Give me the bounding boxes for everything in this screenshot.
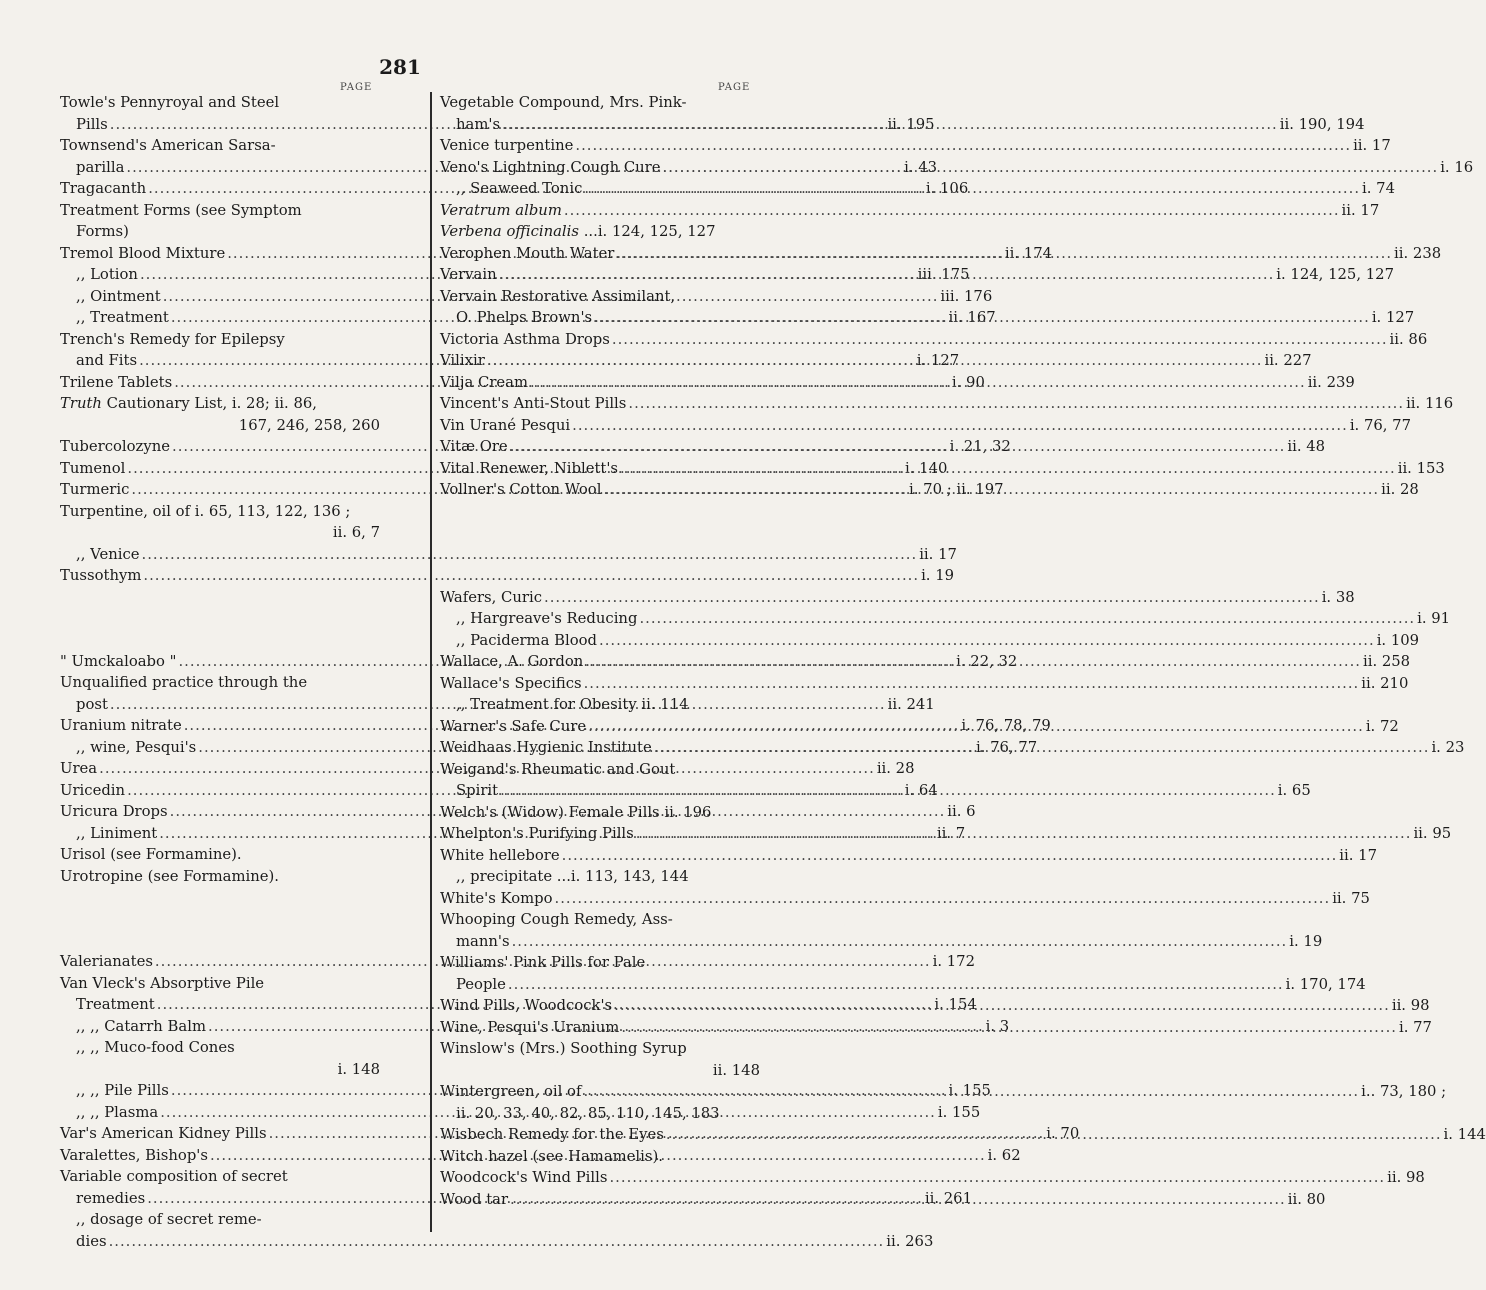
- italic-term: Truth: [60, 395, 102, 412]
- entry-text: Spirit: [456, 782, 499, 799]
- page-reference: ii. 190, 194: [1279, 115, 1365, 133]
- page-reference: ii. 6: [947, 803, 976, 820]
- entry-text: ,, Liniment: [76, 824, 158, 842]
- leader-dots: [612, 329, 1388, 351]
- page-reference: ii. 195: [887, 115, 935, 133]
- leader-dots: [584, 673, 1360, 695]
- page-reference: ii. 17: [919, 545, 957, 563]
- page-reference: i. 19: [1289, 932, 1323, 950]
- section-gap: [60, 887, 380, 951]
- index-line: Vervain Restorative Assimilant,: [440, 287, 676, 305]
- page-reference: ii. 153: [1397, 459, 1445, 477]
- page-reference: i. 77: [1399, 1018, 1432, 1036]
- page-reference: ii. 17: [1353, 137, 1391, 154]
- page-reference: i. 155: [937, 1103, 981, 1121]
- leader-dots: [614, 995, 1390, 1017]
- page-reference: ii. 174: [1004, 244, 1053, 262]
- entry-text: Uricedin: [60, 781, 126, 799]
- index-line: [60, 393, 380, 415]
- index-line: Unqualified practice through the: [60, 674, 308, 691]
- page-reference: i. 76, 78, 79: [961, 717, 1051, 734]
- index-line: ,, ,, Muco-food Cones: [76, 1039, 235, 1056]
- entry-text: remedies: [76, 1189, 146, 1207]
- entry-text: Uranium nitrate: [60, 717, 182, 734]
- leader-dots: [530, 372, 1306, 394]
- section-gap: [60, 587, 380, 651]
- leader-dots: [583, 1081, 1359, 1103]
- index-entry: [60, 565, 955, 587]
- leader-dots: [639, 608, 1415, 630]
- entry-text: O. Phelps Brown's: [456, 309, 593, 326]
- entry-text: Wood tar: [440, 1190, 509, 1208]
- entry-text: post: [76, 695, 108, 713]
- entry-text: Turmeric: [60, 481, 130, 498]
- index-line: ,, precipitate ...i. 113, 143, 144: [456, 868, 689, 885]
- entry-text: ,, Venice: [76, 545, 140, 563]
- index-entry: [440, 587, 1355, 609]
- page-reference: iii. 176: [940, 287, 993, 305]
- index-entry: [440, 845, 1377, 867]
- entry-text: Whelpton's Purifying Pills: [440, 825, 634, 842]
- page-reference: ii. 227: [1264, 352, 1312, 369]
- entry-text: Verophen Mouth Water: [440, 244, 615, 262]
- entry-text: dies: [76, 1232, 107, 1250]
- index-entry: [440, 329, 1428, 351]
- entry-text: Uricura Drops: [60, 803, 168, 820]
- entry-text: Vervain: [440, 266, 497, 283]
- entry-text: Wine, Pesqui's Uranium: [440, 1018, 620, 1036]
- page-reference: i. 3: [985, 1017, 1010, 1035]
- section-gap: [440, 501, 760, 587]
- index-line: Trench's Remedy for Epilepsy: [60, 330, 285, 348]
- leader-dots: [555, 888, 1331, 910]
- index-line: Forms): [76, 223, 129, 240]
- leader-dots: [510, 436, 1286, 458]
- column-divider: [430, 92, 432, 1232]
- leader-dots: [508, 974, 1284, 996]
- entry-text: ,, ,, Catarrh Balm: [76, 1017, 206, 1035]
- page-reference: i. 76, 77: [1349, 416, 1412, 434]
- page-reference: i. 38: [1321, 588, 1355, 606]
- page-reference: ii. 261: [924, 1189, 972, 1207]
- page-reference: i. 76, 77: [975, 738, 1038, 756]
- entry-text: Tussothym: [60, 567, 142, 584]
- leader-dots: [599, 630, 1375, 652]
- entry-text: ,, wine, Pesqui's: [76, 738, 197, 756]
- index-line: [440, 221, 760, 243]
- entry-text: Var's American Kidney Pills: [60, 1125, 267, 1142]
- entry-text: Vilixir: [440, 352, 485, 369]
- leader-dots: [500, 780, 1276, 802]
- entry-text: Wisbech Remedy for the Eyes: [440, 1126, 664, 1143]
- page-reference: i. 70: [1046, 1125, 1080, 1142]
- page-reference: ii. 80: [1287, 1190, 1326, 1208]
- page-reference: i. 154: [934, 996, 977, 1013]
- index-line: Welch's (Widow) Female Pills ii. 196: [440, 803, 712, 821]
- entry-text: mann's: [456, 932, 510, 950]
- page-reference: ii. 98: [1387, 1169, 1425, 1186]
- entry-text: Woodcock's Wind Pills: [440, 1169, 608, 1186]
- entry-text: parilla: [76, 158, 125, 176]
- entry-text: ,, ,, Plasma: [76, 1103, 159, 1121]
- entry-text: Veratrum album: [440, 201, 562, 219]
- entry-text: Wallace's Specifics: [440, 674, 582, 692]
- leader-dots: [594, 307, 1370, 329]
- leader-dots: [512, 931, 1288, 953]
- index-line: Variable composition of secret: [60, 1168, 288, 1185]
- index-entry: [440, 415, 1412, 437]
- leader-dots: [584, 178, 1360, 200]
- page-reference: i. 23: [1431, 739, 1465, 756]
- leader-dots: [544, 587, 1320, 609]
- index-entry: [440, 673, 1409, 695]
- entry-text: Pills: [76, 115, 108, 133]
- entry-text: Wafers, Curic: [440, 588, 542, 606]
- leader-dots: [636, 823, 1412, 845]
- leader-dots: [109, 1231, 885, 1253]
- entry-text: Varalettes, Bishop's: [60, 1146, 208, 1164]
- leader-dots: [575, 135, 1351, 157]
- index-entry: [440, 931, 1323, 953]
- entry-text: Valerianates: [60, 953, 153, 970]
- index-entry: [440, 393, 1454, 415]
- entry-text: ,, ,, Pile Pills: [76, 1082, 169, 1099]
- entry-text: White's Kompo: [440, 889, 553, 907]
- page-reference: ii. 17: [1339, 846, 1377, 864]
- leader-dots: [603, 479, 1379, 501]
- entry-text: ham's: [456, 115, 501, 133]
- page-reference: i. 72: [1365, 717, 1399, 735]
- leader-dots: [499, 264, 1275, 286]
- page-reference: i. 43: [904, 158, 938, 176]
- page-reference: i.. 73, 180 ;: [1361, 1083, 1447, 1100]
- index-line: Treatment Forms (see Symptom: [60, 201, 302, 219]
- page-reference: ii. 17: [1341, 201, 1380, 219]
- leader-dots: [588, 716, 1364, 738]
- page-reference: ii. 28: [876, 760, 915, 777]
- page-reference: ii. 263: [886, 1232, 934, 1250]
- entry-text: Vollner's Cotton Wool: [440, 481, 602, 498]
- entry-text: ,, Lotion: [76, 266, 138, 283]
- entry-text: Tragacanth: [60, 180, 147, 197]
- index-line: Turpentine, oil of i. 65, 113, 122, 136 ;: [60, 502, 351, 520]
- index-entry: [440, 630, 1420, 652]
- page-reference: ii. 28: [1381, 481, 1419, 498]
- index-line: Winslow's (Mrs.) Soothing Syrup: [440, 1040, 687, 1057]
- entry-text: White hellebore: [440, 846, 560, 864]
- index-entry: [440, 1167, 1425, 1189]
- entry-text: Veno's Lightning Cough Cure: [440, 158, 661, 176]
- index-line: ,, dosage of secret reme-: [76, 1211, 262, 1228]
- leader-dots: [502, 114, 1278, 136]
- page-reference: i. 19: [921, 567, 955, 584]
- index-line: ii. 148: [712, 1061, 760, 1079]
- page-reference: i. 144: [1443, 1126, 1486, 1143]
- entry-text: ,, Ointment: [76, 287, 161, 305]
- page-reference: i. 16: [1440, 158, 1474, 176]
- index-line: Whooping Cough Remedy, Ass-: [440, 911, 673, 928]
- entry-text: and Fits: [76, 352, 138, 369]
- index-entry: [60, 544, 957, 566]
- page-reference: ii. 116: [1406, 395, 1454, 412]
- page-reference: i. 22, 32: [956, 652, 1018, 670]
- page-reference: ii. 239: [1307, 373, 1355, 391]
- index-entry: [440, 608, 1451, 630]
- page-reference: i. 62: [987, 1146, 1021, 1164]
- index-entry: [60, 1231, 934, 1253]
- leader-dots: [616, 243, 1392, 265]
- entry-rest: Cautionary List, i. 28; ii. 86,: [101, 395, 317, 412]
- leader-dots: [654, 737, 1430, 759]
- page-reference: ii. 238: [1394, 244, 1442, 262]
- entry-text: Vital Renewer, Niblett's: [440, 459, 619, 477]
- index-line: ,, Treatment for Obesity ii. 114: [456, 696, 689, 713]
- entry-text: Vilja Cream: [440, 373, 529, 391]
- right-column-header: PAGE: [718, 82, 751, 93]
- entry-text: ,, Seaweed Tonic: [456, 180, 583, 197]
- leader-dots: [663, 157, 1439, 179]
- page-reference: i. 127: [1371, 309, 1415, 326]
- page-reference: i. 106: [925, 180, 969, 197]
- page-reference: i. 140: [905, 459, 948, 477]
- page-reference: i. 65: [1277, 782, 1311, 799]
- index-line: ii. 6, 7: [332, 524, 380, 541]
- index-entry: [440, 135, 1391, 157]
- leader-dots: [572, 415, 1348, 437]
- entry-text: Vin Urané Pesqui: [440, 416, 571, 434]
- entry-text: Victoria Asthma Drops: [440, 330, 610, 348]
- page-reference: ii. 241: [887, 695, 935, 713]
- entry-text: ,, Treatment: [76, 309, 169, 326]
- entry-text: Wind Pills, Woodcock's: [440, 997, 613, 1014]
- index-entry: [440, 200, 1380, 222]
- page-reference: ii. 210: [1361, 674, 1409, 692]
- page-reference: ii. 75: [1332, 889, 1370, 907]
- entry-text: Tubercolozyne: [60, 438, 170, 455]
- page-reference: ii. 95: [1413, 825, 1452, 842]
- page-reference: ii. 98: [1391, 997, 1430, 1014]
- leader-dots: [609, 1167, 1385, 1189]
- entry-text: " Umckaloabo ": [60, 652, 177, 670]
- page-reference: i. 91: [1417, 610, 1451, 627]
- entry-text: Tremol Blood Mixture: [60, 244, 226, 262]
- entry-text: Treatment: [76, 996, 155, 1013]
- entry-text: Vincent's Anti-Stout Pills: [440, 395, 627, 412]
- entry-text: Weidhaas Hygienic Institute: [440, 739, 652, 756]
- left-column-header: PAGE: [340, 82, 373, 93]
- index-line: Van Vleck's Absorptive Pile: [60, 974, 265, 992]
- entry-text: Trilene Tablets: [60, 373, 173, 391]
- index-line: i. 148: [337, 1060, 380, 1078]
- entry-text: Warner's Safe Cure: [440, 717, 587, 735]
- page-reference: i. 74: [1362, 180, 1396, 197]
- page-reference: ii. 86: [1389, 330, 1428, 348]
- entry-text: Urea: [60, 760, 98, 777]
- page-reference: i. 172: [932, 953, 975, 970]
- page-reference: ii. 167: [948, 309, 996, 326]
- entry-text: Vitæ Ore: [440, 438, 508, 455]
- index-line: Vegetable Compound, Mrs. Pink-: [440, 94, 687, 111]
- index-line: 167, 246, 258, 260: [238, 416, 380, 434]
- page-reference: i. 64: [904, 781, 938, 799]
- index-entry: [440, 974, 1366, 996]
- italic-term: Verbena officinalis: [440, 223, 579, 240]
- index-line: Towle's Pennyroyal and Steel: [60, 94, 280, 111]
- entry-text: Venice turpentine: [440, 137, 574, 154]
- page-reference: i. 127: [916, 352, 960, 369]
- index-line: Urisol (see Formamine).: [60, 846, 242, 863]
- leader-dots: [666, 1124, 1442, 1146]
- page-reference: ii. 258: [1362, 653, 1411, 670]
- entry-text: Tumenol: [60, 459, 126, 477]
- index-line: ii. 20, 33, 40, 82, 85, 110, 145, 183: [456, 1104, 720, 1122]
- index-line: Williams' Pink Pills for Pale: [440, 954, 646, 971]
- page-reference: iii. 175: [917, 266, 970, 283]
- page-number: 281: [379, 55, 421, 79]
- entry-text: ,, Paciderma Blood: [456, 631, 597, 649]
- entry-text: Wallace, A. Gordon: [440, 653, 584, 670]
- page-reference: i. 70 ; ii. 197: [909, 481, 1004, 498]
- leader-dots: [510, 1189, 1286, 1211]
- page-reference: i. 21, 32: [949, 438, 1011, 455]
- leader-dots: [585, 651, 1361, 673]
- page-reference: ...i. 124, 125, 127: [579, 223, 716, 240]
- page-reference: ii. 7: [936, 824, 966, 842]
- leader-dots: [628, 393, 1404, 415]
- leader-dots: [562, 845, 1338, 867]
- index-line: Townsend's American Sarsa-: [60, 137, 276, 154]
- page-reference: i. 170, 174: [1285, 975, 1366, 993]
- entry-text: Wintergreen, oil of: [440, 1083, 582, 1100]
- entry-text: People: [456, 975, 506, 993]
- entry-text: ,, Hargreave's Reducing: [456, 610, 638, 627]
- page-reference: ii. 48: [1287, 438, 1326, 455]
- index-line: Witch hazel (see Hamamelis).: [440, 1147, 663, 1165]
- leader-dots: [564, 200, 1340, 222]
- index-line: Weigand's Rheumatic and Gout: [440, 760, 676, 778]
- page-reference: i. 155: [948, 1082, 991, 1099]
- leader-dots: [487, 350, 1263, 372]
- index-entry: [440, 888, 1370, 910]
- leader-dots: [621, 1017, 1397, 1039]
- index-line: Urotropine (see Formamine).: [60, 867, 279, 885]
- page-reference: i. 90: [951, 373, 985, 391]
- leader-dots: [620, 458, 1396, 480]
- page-reference: i. 124, 125, 127: [1276, 266, 1394, 283]
- page-reference: i. 109: [1376, 631, 1420, 649]
